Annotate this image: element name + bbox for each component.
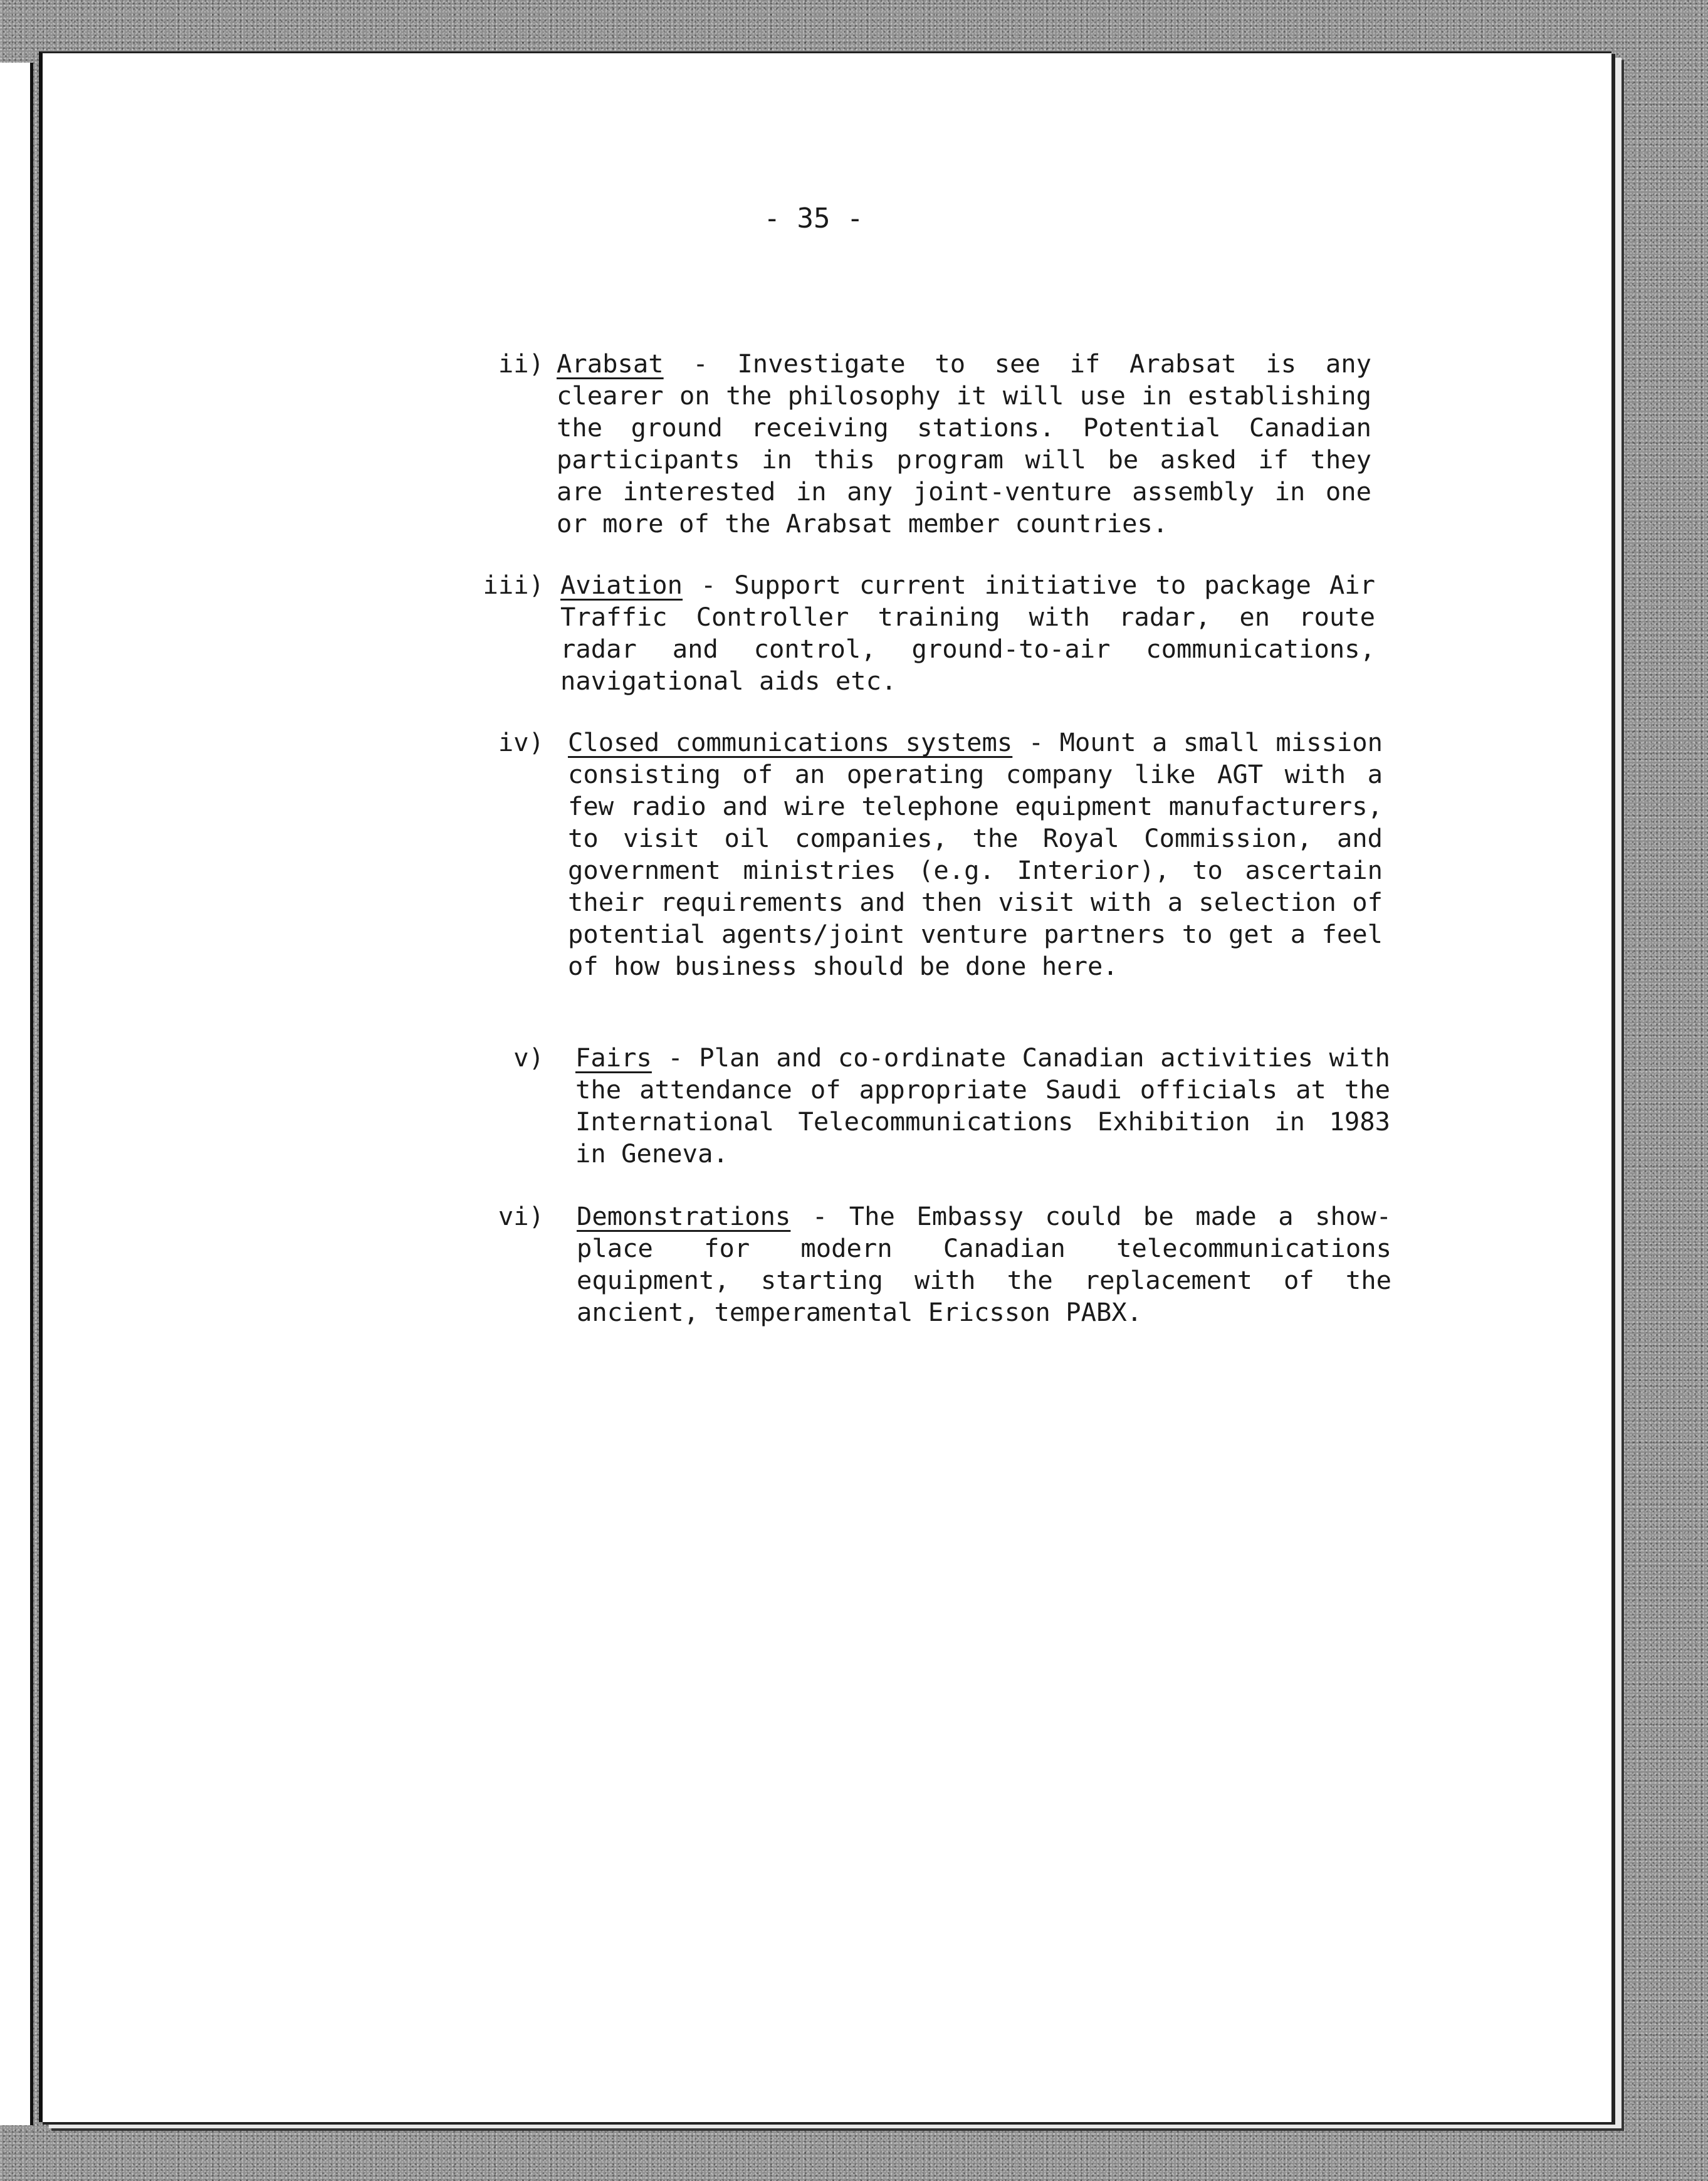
item-body <box>575 1042 1390 1170</box>
item-heading: Closed communications systems <box>568 727 1013 757</box>
item-body <box>577 1201 1391 1328</box>
item-numeral: iii) <box>483 570 544 600</box>
item-text: - Investigate to see if Arabsat is any clearer on the philosophy it will use in establishing the ground receiving stations. Potential Canadian participants in this program will be asked if they are interested in any joint-venture assembly in one or more of the Arabsat member countries. <box>557 349 1371 539</box>
item-numeral: vi) <box>498 1201 544 1231</box>
item-body <box>568 727 1383 982</box>
item-numeral: v) <box>513 1043 544 1073</box>
item-numeral: iv) <box>498 727 544 757</box>
item-heading: Demonstrations <box>577 1201 791 1231</box>
document-page <box>39 51 1611 2122</box>
item-text: - Support current initiative to package Air Traffic Controller training with radar, en route radar and control, ground-to-air communications, navigational aids etc. <box>560 570 1375 696</box>
adjacent-page-edge <box>0 63 33 2125</box>
item-heading: Arabsat <box>557 349 664 379</box>
item-text: - Plan and co-ordinate Canadian activities with the attendance of appropriate Saudi officials at the International Telecommunications Exhibition in 1983 in Geneva. <box>575 1043 1390 1169</box>
item-body <box>560 569 1375 697</box>
item-heading: Fairs <box>575 1043 652 1073</box>
item-heading: Aviation <box>560 570 683 600</box>
item-body <box>557 348 1371 540</box>
page-number: - 35 - <box>763 202 864 234</box>
item-text: - The Embassy could be made a show-place for modern Canadian telecommunications equipment, starting with the replacement of the ancient, temperamental Ericsson PABX. <box>577 1201 1391 1327</box>
item-numeral: ii) <box>498 349 544 379</box>
item-text: - Mount a small mission consisting of an operating company like AGT with a few radio and wire telephone equipment manufacturers, to visit oil companies, the Royal Commission, and government ministries (e.g. Interior), to ascertain their requirements and then visit with a selection of potential agents/joint venture partners to get a feel of how business should be done here. <box>568 727 1383 981</box>
